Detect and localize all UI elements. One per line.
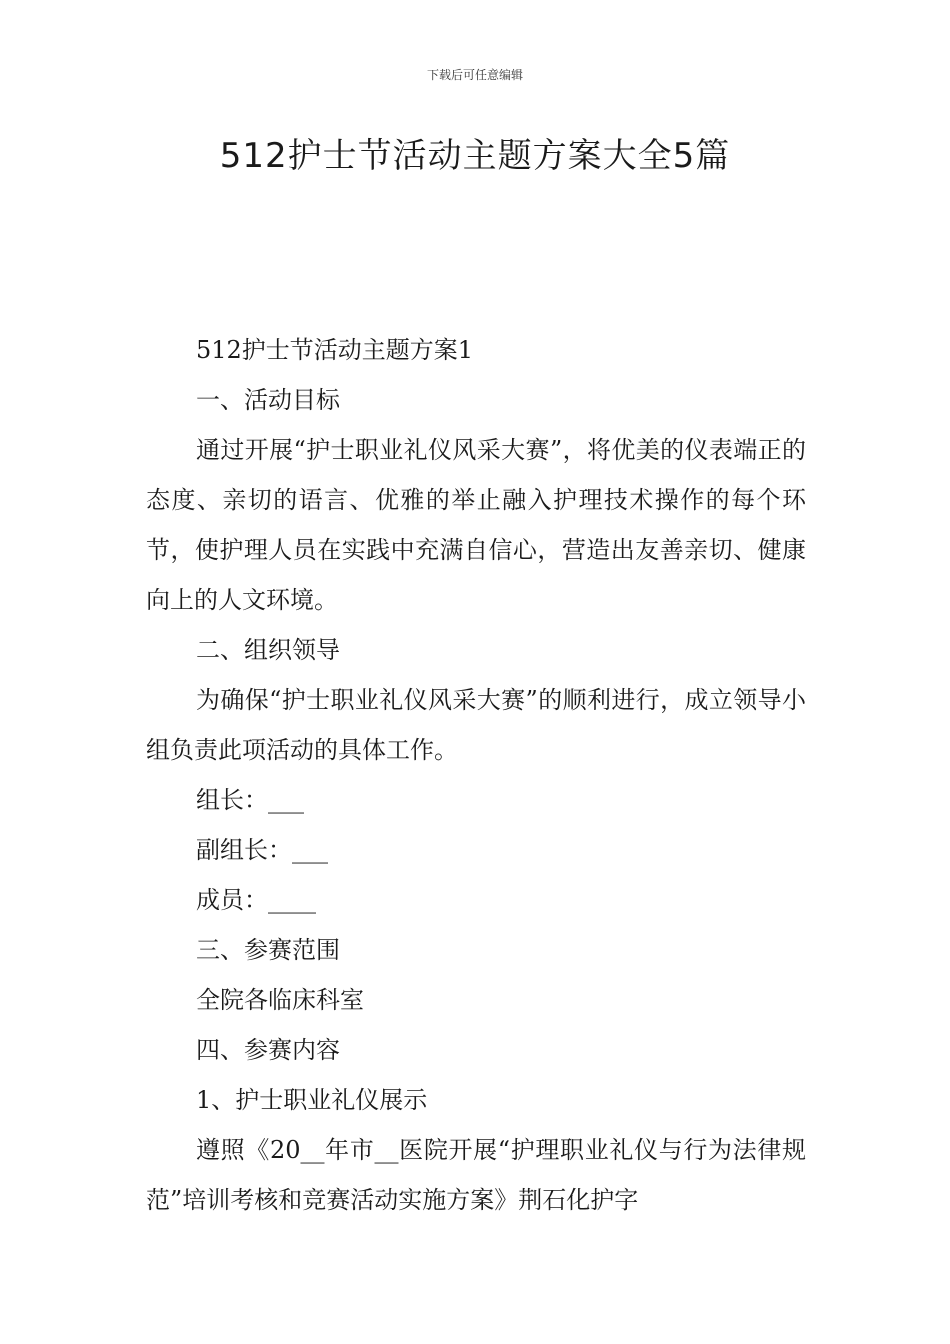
members-line: 成员：____ [196,886,316,914]
body-paragraph: 为确保“护士职业礼仪风采大赛”的顺利进行，成立领导小组负责此项活动的具体工作。 [146,686,806,764]
document-body [146,325,806,1225]
body-paragraph: 遵照《20__年市__医院开展“护理职业礼仪与行为法律规范”培训考核和竞赛活动实施方案》荆石化护字 [146,1136,806,1214]
header-note: 下载后可任意编辑 [426,68,523,82]
document-title: 512护士节活动主题方案大全5篇 [219,136,731,176]
section-heading: 512护士节活动主题方案1 [196,336,474,364]
subsection-heading: 三、参赛范围 [196,936,340,964]
subsection-heading: 四、参赛内容 [196,1036,340,1064]
leader-line: 组长：___ [196,786,304,814]
body-paragraph: 通过开展“护士职业礼仪风采大赛”，将优美的仪表端正的态度、亲切的语言、优雅的举止融入护理技术操作的每个环节，使护理人员在实践中充满自信心，营造出友善亲切、健康向上的人文环境。 [146,436,806,614]
body-paragraph: 全院各临床科室 [196,986,364,1014]
subsection-heading: 一、活动目标 [196,386,340,414]
list-item: 1、护士职业礼仪展示 [196,1086,428,1114]
subsection-heading: 二、组织领导 [196,636,340,664]
deputy-leader-line: 副组长：___ [196,836,328,864]
